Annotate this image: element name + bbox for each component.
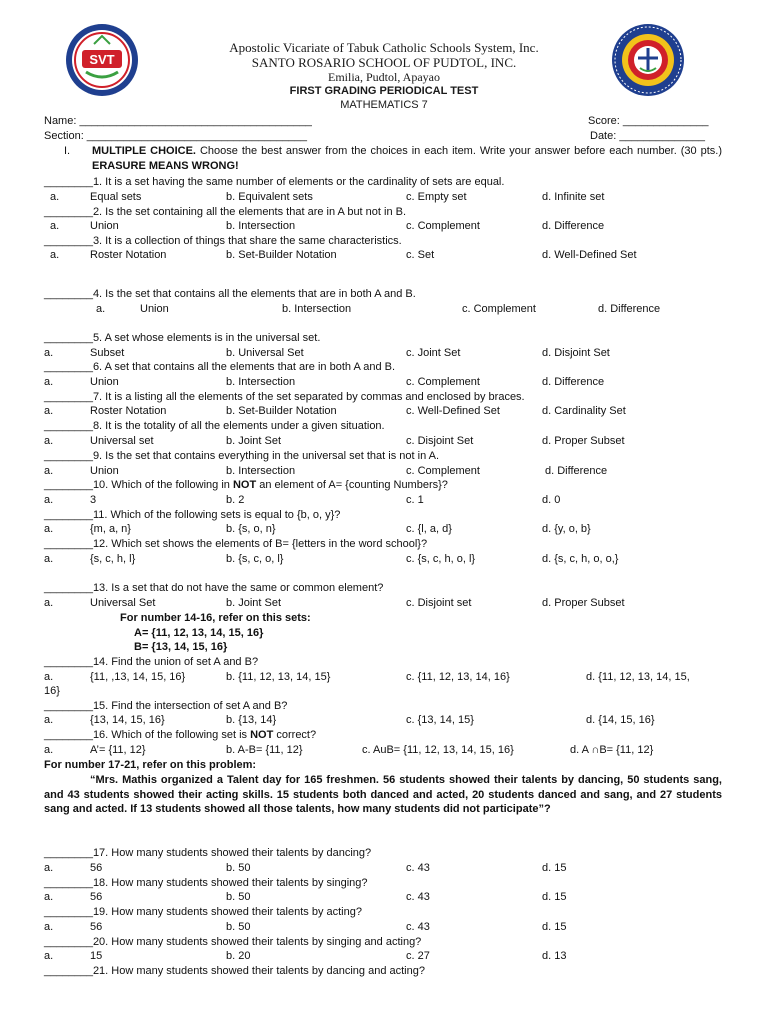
problem-intro: For number 17-21, refer on this problem: <box>44 759 257 771</box>
question-16 <box>44 728 316 742</box>
question-16-not: NOT <box>250 729 274 741</box>
choice-c: c. AuB= {11, 12, 13, 14, 15, 16} <box>362 744 514 756</box>
choice-a: Union <box>90 465 119 477</box>
question-14: ________14. Find the union of set A and B? <box>44 656 259 668</box>
date-field[interactable]: Date: ______________ <box>590 130 705 142</box>
choice-b: b. Set-Builder Notation <box>226 405 337 417</box>
choice-a: {13, 14, 15, 16} <box>90 714 165 726</box>
question-18: ________18. How many students showed their talents by singing? <box>44 877 368 889</box>
choice-b: b. A-B= {11, 12} <box>226 744 303 756</box>
choice-a: {11, ,13, 14, 15, 16} <box>90 671 186 683</box>
choice-a: Roster Notation <box>90 405 167 417</box>
question-10-post: an element of A= {counting Numbers}? <box>256 479 448 491</box>
score-field[interactable]: Score: ______________ <box>588 115 709 127</box>
choice-c: c. {11, 12, 13, 14, 16} <box>406 671 510 683</box>
choice-a: Universal set <box>90 435 154 447</box>
question-7: ________7. It is a listing all the elements of the set separated by commas and enclosed by braces. <box>44 391 525 403</box>
choice-a: Equal sets <box>90 191 142 203</box>
question-21: ________21. How many students showed their talents by dancing and acting? <box>44 965 425 977</box>
choice-a-marker: a. <box>44 862 54 874</box>
choice-a-marker: a. <box>44 465 54 477</box>
choice-d: d. {11, 12, 13, 14, 15, <box>586 671 690 683</box>
choice-a-marker: a. <box>50 191 60 203</box>
choice-d: d. Well-Defined Set <box>542 249 637 261</box>
question-5: ________5. A set whose elements is in the universal set. <box>44 332 321 344</box>
choice-a: {m, a, n} <box>90 523 131 535</box>
choice-b: b. Joint Set <box>226 435 282 447</box>
name-field[interactable]: Name: ______________________________________ <box>44 115 312 127</box>
choice-c: c. Complement <box>406 220 480 232</box>
set-b: B= {13, 14, 15, 16} <box>134 641 228 653</box>
question-16-pre: ________16. Which of the following set is <box>44 729 251 741</box>
question-17: ________17. How many students showed their talents by dancing? <box>44 847 372 859</box>
choice-a: 56 <box>90 921 103 933</box>
choice-a-marker: a. <box>44 553 54 565</box>
choice-d: d. {y, o, b} <box>542 523 591 535</box>
choice-c: c. Complement <box>462 303 536 315</box>
choice-d: d. {14, 15, 16} <box>586 714 655 726</box>
choice-d: d. Difference <box>598 303 661 315</box>
sets-intro: For number 14-16, refer on this sets: <box>120 612 311 624</box>
choice-a: Union <box>90 376 119 388</box>
question-2: ________2. Is the set containing all the elements that are in A but not in B. <box>44 206 407 218</box>
school-name: SANTO ROSARIO SCHOOL OF PUDTOL, INC. <box>251 55 517 70</box>
choice-b: b. 50 <box>226 891 251 903</box>
choice-b: b. Intersection <box>226 220 296 232</box>
choice-d: d. 0 <box>542 494 561 506</box>
choice-a: 15 <box>90 950 103 962</box>
choice-c: c. Disjoint set <box>406 597 472 609</box>
choice-b: b. Equivalent sets <box>226 191 313 203</box>
choice-b: b. Universal Set <box>226 347 304 359</box>
choice-b: b. {s, o, n} <box>226 523 276 535</box>
choice-c: c. 27 <box>406 950 430 962</box>
question-16-post: correct? <box>273 729 317 741</box>
choice-a-marker: a. <box>50 249 60 261</box>
question-10 <box>44 478 448 492</box>
choice-c: c. {13, 14, 15} <box>406 714 474 726</box>
choice-a: Union <box>90 220 119 232</box>
choice-c: c. Complement <box>406 465 480 477</box>
choice-b: b. 50 <box>226 862 251 874</box>
question-11: ________11. Which of the following sets is equal to {b, o, y}? <box>44 509 341 521</box>
choice-c: c. 1 <box>406 494 424 506</box>
choice-a: Subset <box>90 347 125 359</box>
choice-b: b. Intersection <box>226 465 296 477</box>
question-12: ________12. Which set shows the elements of B= {letters in the word school}? <box>44 538 428 550</box>
choice-b: b. 50 <box>226 921 251 933</box>
choice-a-marker: a. <box>44 891 54 903</box>
choice-a-marker: a. <box>44 405 54 417</box>
choice-b: b. Intersection <box>226 376 296 388</box>
choice-d: d. Infinite set <box>542 191 605 203</box>
problem-text: “Mrs. Mathis organized a Talent day for 165 freshmen. 56 students showed their talents by dancing, 50 students sang, and 43 students showed their acting skills. 15 students both danced and acted, 20 students danced and sang, and 27 students sang and acted. If 13 students showed all those talents, how many students did not participate”? <box>44 774 722 815</box>
choice-d: d. Proper Subset <box>542 597 625 609</box>
choice-d: d. 15 <box>542 891 567 903</box>
choice-d: d. 15 <box>542 921 567 933</box>
choice-a: 56 <box>90 891 103 903</box>
org-name: Apostolic Vicariate of Tabuk Catholic Schools System, Inc. <box>229 40 539 55</box>
question-8: ________8. It is the totality of all the elements under a given situation. <box>44 420 385 432</box>
choice-c: c. Joint Set <box>406 347 461 359</box>
choice-a: {s, c, h, l} <box>90 553 136 565</box>
choice-a: Universal Set <box>90 597 156 609</box>
choice-c: c. {s, c, h, o, l} <box>406 553 476 565</box>
question-3: ________3. It is a collection of things that share the same characteristics. <box>44 235 402 247</box>
choice-d: d. A ∩B= {11, 12} <box>570 744 654 756</box>
choice-a-marker: a. <box>44 671 54 683</box>
svt-logo-text: SVT <box>89 52 115 67</box>
question-20: ________20. How many students showed their talents by singing and acting? <box>44 936 422 948</box>
choice-c: c. Empty set <box>406 191 467 203</box>
choice-d: d. Disjoint Set <box>542 347 610 359</box>
choice-b: b. 2 <box>226 494 245 506</box>
choice-a-marker: a. <box>44 494 54 506</box>
choice-c: c. {l, a, d} <box>406 523 452 535</box>
question-15: ________15. Find the intersection of set A and B? <box>44 700 288 712</box>
choice-a-marker: a. <box>44 597 54 609</box>
choice-b: b. 20 <box>226 950 251 962</box>
choice-a-marker: a. <box>44 435 54 447</box>
choice-d: d. Cardinality Set <box>542 405 626 417</box>
instructions-heading: MULTIPLE CHOICE. <box>92 145 196 157</box>
choice-d: d. {s, c, h, o, o,} <box>542 553 619 565</box>
school-address: Emilia, Pudtol, Apayao <box>328 70 440 84</box>
question-19: ________19. How many students showed their talents by acting? <box>44 906 362 918</box>
choice-c: c. 43 <box>406 891 430 903</box>
choice-d-continued: 16} <box>44 685 60 697</box>
choice-b: b. {13, 14} <box>226 714 277 726</box>
choice-c: c. Complement <box>406 376 480 388</box>
choice-c: c. 43 <box>406 921 430 933</box>
choice-b: b. Intersection <box>282 303 352 315</box>
exam-title: FIRST GRADING PERIODICAL TEST <box>289 85 479 97</box>
choice-a-marker: a. <box>44 376 54 388</box>
choice-d: d. Difference <box>545 465 608 477</box>
question-13: ________13. Is a set that do not have the same or common element? <box>44 582 384 594</box>
choice-a-marker: a. <box>44 347 54 359</box>
choice-d: d. Difference <box>542 376 605 388</box>
question-10-pre: ________10. Which of the following in <box>44 479 233 491</box>
choice-d: d. 15 <box>542 862 567 874</box>
choice-c: c. Set <box>406 249 435 261</box>
choice-c: c. 43 <box>406 862 430 874</box>
choice-a: Union <box>140 303 169 315</box>
instructions <box>92 144 722 173</box>
question-4: ________4. Is the set that contains all the elements that are in both A and B. <box>44 288 416 300</box>
question-6: ________6. A set that contains all the elements that are in both A and B. <box>44 361 396 373</box>
choice-b: b. Set-Builder Notation <box>226 249 337 261</box>
instructions-text: Choose the best answer from the choices in each item. Write your answer before each number. (30 pts.) <box>199 145 723 157</box>
choice-a-marker: a. <box>44 921 54 933</box>
choice-b: b. {s, c, o, l} <box>226 553 284 565</box>
erasure-warning: ERASURE MEANS WRONG! <box>92 159 239 172</box>
choice-a-marker: a. <box>96 303 106 315</box>
choice-a-marker: a. <box>44 523 54 535</box>
choice-a: 3 <box>90 494 97 506</box>
set-a: A= {11, 12, 13, 14, 15, 16} <box>134 627 264 639</box>
choice-c: c. Disjoint Set <box>406 435 474 447</box>
choice-d: d. 13 <box>542 950 567 962</box>
choice-a: 56 <box>90 862 103 874</box>
question-9: ________9. Is the set that contains everything in the universal set that is not in A. <box>44 450 440 462</box>
question-10-not: NOT <box>232 479 257 491</box>
choice-b: b. Joint Set <box>226 597 282 609</box>
choice-a-marker: a. <box>44 714 54 726</box>
part-number: I. <box>64 145 71 157</box>
choice-a-marker: a. <box>50 220 60 232</box>
choice-b: b. {11, 12, 13, 14, 15} <box>226 671 331 683</box>
choice-d: d. Proper Subset <box>542 435 625 447</box>
choice-a: A’= {11, 12} <box>90 744 146 756</box>
choice-d: d. Difference <box>542 220 605 232</box>
question-1: ________1. It is a set having the same number of elements or the cardinality of sets are equal. <box>44 176 505 188</box>
choice-a: Roster Notation <box>90 249 167 261</box>
choice-a-marker: a. <box>44 950 54 962</box>
choice-a-marker: a. <box>44 744 54 756</box>
choice-c: c. Well-Defined Set <box>406 405 500 417</box>
section-field[interactable]: Section: ____________________________________ <box>44 130 308 142</box>
subject-title: MATHEMATICS 7 <box>340 99 428 111</box>
